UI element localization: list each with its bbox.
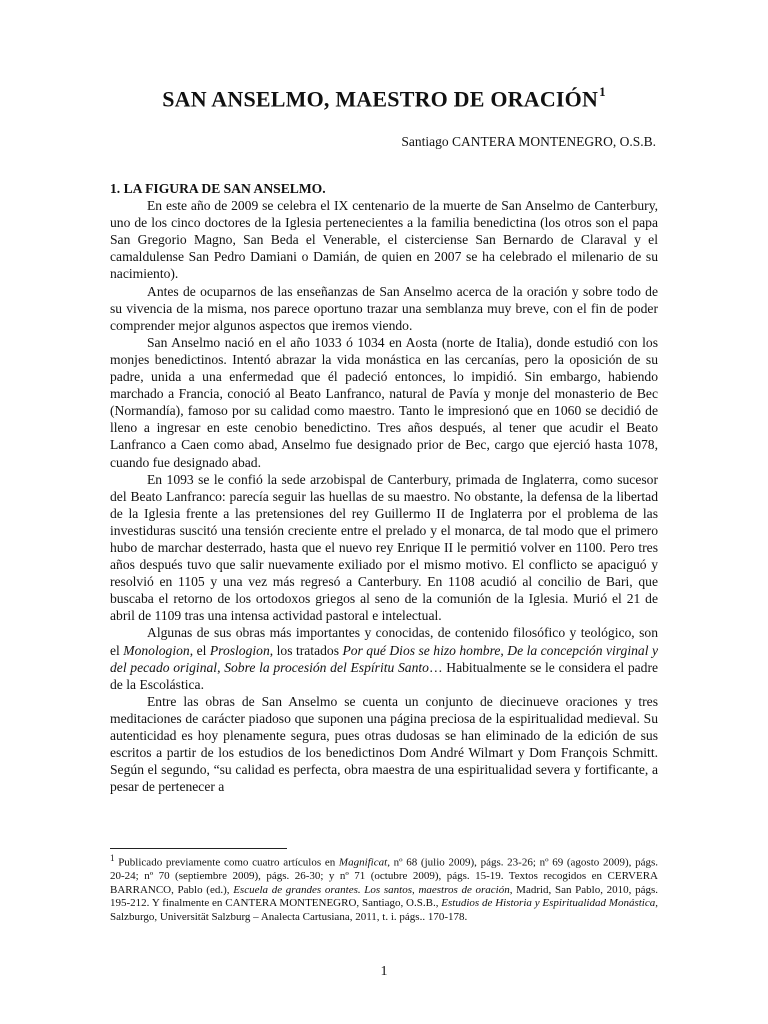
footnote-separator [110,848,287,849]
page-number: 1 [380,964,388,979]
page-title [0,86,768,112]
work-title: Por qué Dios se hizo hombre [342,642,501,658]
section-heading: 1. LA FIGURA DE SAN ANSELMO. [110,181,326,196]
work-title: Proslogion [209,642,270,658]
author-line: Santiago CANTERA MONTENEGRO, O.S.B. [401,134,656,149]
title-footnote-marker[interactable]: 1 [599,84,606,99]
paragraph: San Anselmo nació en el año 1033 ó 1034 en Aosta (norte de Italia), donde estudió con los monjes benedictinos. Intentó abrazar la vida monástica en las cercanías, pero la oposición de su padre, unida a una enfermedad que él padeció entonces, lo impidió. Sin embargo, habiendo marchado a Francia, conoció al Beato Lanfranco, natural de Pavía y monje del monasterio de Bec (Normandía), famoso por su calidad como maestro. Tanto le impresionó que en 1060 se decidió de lleno a ingresar en este cenobio benedictino. Tres años después, al tener que acudir el Beato Lanfranco a Caen como abad, Anselmo fue designado prior de Bec, cargo que ejerció hasta 1078, cuando fue designado abad. [110,334,658,470]
paragraph: Antes de ocuparnos de las enseñanzas de San Anselmo acerca de la oración y sobre todo de su vivencia de la misma, nos parece oportuno trazar una semblanza muy breve, con el fin de poder comprender mejor algunos aspectos que iremos viendo. [110,283,658,333]
title-text: SAN ANSELMO, MAESTRO DE ORACIÓN [162,86,599,112]
footnote: $^1$ Publicado previamente como cuatro artículos en Magnificat, nº 68 (julio 2009), págs. 23-26; nº 69 (agosto 2009), págs. 20-24; nº 70 (septiembre 2009), págs. 26-30; y nº 71 (octubre 2009), págs. 15-19. Textos recogidos en CERVERA BARRANCO, Pablo (ed.), Escuela de grandes orantes. Los santos, maestros de oración, Madrid, San Pablo, 2010, págs. 195-212. Y finalmente en CANTERA MONTENEGRO, Santiago, O.S.B., Estudios de Historia y Espiritualidad Monástica, Salzburgo, Universität Salzburg – Analecta Cartusiana, 2011, t. i. págs.. 170-178. [110,853,658,924]
paragraph: Entre las obras de San Anselmo se cuenta un conjunto de diecinueve oraciones y tres meditaciones de carácter piadoso que suponen una página preciosa de la espiritualidad medieval. Su autenticidad es hoy plenamente segura, pues otras dudosas se han eliminado de la edición de sus escritos a partir de los estudios de los benedictinos Dom André Wilmart y Dom François Schmitt. Según el segundo, “su calidad es perfecta, obra maestra de una espiritualidad severa y fortificante, a pesar de pertenecer a [110,693,658,795]
work-title: De la concepción virginal y del pecado original [110,642,658,675]
body-text [110,180,658,795]
work-title: Monologion [123,642,190,658]
work-title: Sobre la procesión del Espíritu Santo [224,659,429,675]
footnote-marker: 1 [110,853,115,863]
paragraph: Algunas de sus obras más importantes y conocidas, de contenido filosófico y teológico, son el Monologion, el Proslogion, los tratados Por qué Dios se hizo hombre, De la concepción virginal y del pecado original, Sobre la procesión del Espíritu Santo… Habitualmente se le considera el padre de la Escolástica. [110,625,659,692]
paragraph: En 1093 se le confió la sede arzobispal de Canterbury, primada de Inglaterra, como sucesor del Beato Lanfranco: parecía seguir las huellas de su maestro. No obstante, la defensa de la libertad de la Iglesia frente a las pretensiones del rey Guillermo II de Inglaterra por el problema de las investiduras suscitó una tensión creciente entre el prelado y el monarca, de tal modo que el primero hubo de marchar desterrado, hasta que el nuevo rey Enrique II le permitió volver en 1100. Pero tres años después tuvo que salir nuevamente exiliado por el mismo motivo. El conflicto se apaciguó y resolvió en 1105 y una vez más regresó a Canterbury. En 1108 acudió al concilio de Bari, que buscaba el retorno de los ortodoxos griegos al seno de la comunión de la Iglesia. Murió el 21 de abril de 1109 tras una intensa actividad pastoral e intelectual. [110,471,658,624]
paragraph: En este año de 2009 se celebra el IX centenario de la muerte de San Anselmo de Canterbury, uno de los cinco doctores de la Iglesia pertenecientes a la familia benedictina (los otros son el papa San Gregorio Magno, San Beda el Venerable, el cisterciense San Bernardo de Claraval y el camaldulense San Pedro Damiani o Damián, de quien en 2007 se ha celebrado el milenario de su nacimiento). [110,198,658,282]
